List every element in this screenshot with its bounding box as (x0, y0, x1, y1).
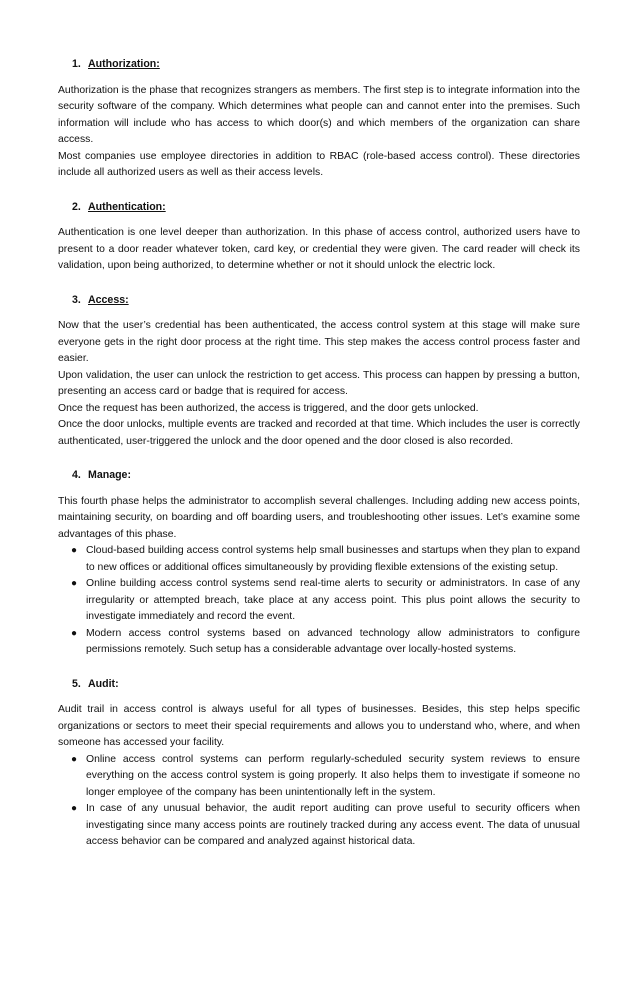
paragraph: Audit trail in access control is always useful for all types of businesses. Besides, this step helps specific organizations or sectors to meet their special requirements and allows you to understand who, where, and when someone has accessed your facility. (58, 704, 580, 748)
paragraph: Authentication is one level deeper than authorization. In this phase of access control, authorized users have to present to a door reader whatever token, card key, or credential they were given. The card reader will check its validation, upon being authorized, to determine whether or not it should unlock the electric lock. (58, 227, 580, 271)
paragraph: Once the door unlocks, multiple events are tracked and recorded at that time. Which includes the user is correctly authenticated, user-triggered the unlock and the door opened and the door closed is also recorded. (58, 419, 580, 447)
section-number: 1. (72, 58, 81, 70)
bullet-text: Modern access control systems based on advanced technology allow administrators to configure permissions remotely. Such setup has a considerable advantage over locally-hosted systems. (86, 627, 580, 655)
section-access (58, 292, 580, 451)
bullet-text: Online access control systems can perform regularly-scheduled security system reviews to ensure everything on the access control system is going properly. It also helps them to investigate if someone no longer employee of the company has been unintentionally left in the system. (86, 753, 580, 798)
document-page (58, 56, 580, 868)
bullet-item (58, 752, 580, 802)
section-audit (58, 676, 580, 851)
bullet-item (58, 801, 580, 851)
section-heading (58, 199, 580, 216)
paragraph: Upon validation, the user can unlock the restriction to get access. This process can happen by pressing a button, presenting an access card or badge that is required for access. (58, 369, 580, 397)
section-number: 3. (72, 293, 81, 306)
bullet-icon: ● (71, 803, 78, 814)
paragraph: Most companies use employee directories in addition to RBAC (role-based access control). These directories include all authorized users as well as their access levels. (58, 150, 580, 178)
bullet-icon: ● (71, 578, 78, 589)
section-heading (58, 56, 580, 73)
bullet-text: Cloud-based building access control systems help small businesses and startups when they plan to expand to new offices or additional offices simultaneously by providing flexible extensions of the existing setup. (86, 545, 580, 573)
section-authorization (58, 56, 580, 182)
section-heading (58, 292, 580, 309)
section-heading (58, 676, 580, 693)
section-title: Audit: (88, 677, 119, 690)
paragraph: This fourth phase helps the administrator to accomplish several challenges. Including adding new access points, maintaining security, on boarding and off boarding users, and troubleshooting other issues. Let’s examine some advantages of this phase. (58, 495, 580, 540)
section-number: 5. (72, 677, 81, 690)
section-heading (58, 467, 580, 484)
bullet-text: In case of any unusual behavior, the audit report auditing can prove useful to security officers when investigating since many access points are routinely tracked during any access event. The data of unusual access behavior can be compared and analyzed against historical data. (86, 803, 580, 847)
bullet-item (58, 576, 580, 626)
section-manage (58, 467, 580, 659)
bullet-icon: ● (71, 545, 78, 556)
bullet-text: Online building access control systems send real-time alerts to security or administrators. In case of any irregularity or attempted breach, take place at any access point. This plus point allows the security to investigate immediately and record the event. (86, 578, 580, 622)
section-title: Authentication: (88, 200, 166, 213)
section-title: Authorization: (88, 58, 160, 70)
bullet-list (58, 752, 580, 851)
section-authentication (58, 199, 580, 275)
bullet-icon: ● (71, 627, 78, 639)
paragraph: Once the request has been authorized, the access is triggered, and the door gets unlocked. (58, 402, 479, 414)
bullet-item (58, 626, 580, 659)
section-title: Manage: (88, 469, 131, 481)
bullet-item (58, 543, 580, 576)
section-title: Access: (88, 293, 129, 306)
bullet-icon: ● (71, 753, 78, 765)
paragraph: Now that the user’s credential has been authenticated, the access control system at this stage will make sure everyone gets in the right door process at the right time. This step makes the access control process faster and easier. (58, 320, 580, 364)
section-number: 4. (72, 469, 81, 481)
bullet-list (58, 543, 580, 659)
paragraph: Authorization is the phase that recognizes strangers as members. The first step is to integrate information into the security software of the company. Which determines what people can and cannot enter into the premises. Such information will include who has access to which door(s) and which members of the organization can share access. (58, 84, 580, 145)
section-number: 2. (72, 200, 81, 213)
